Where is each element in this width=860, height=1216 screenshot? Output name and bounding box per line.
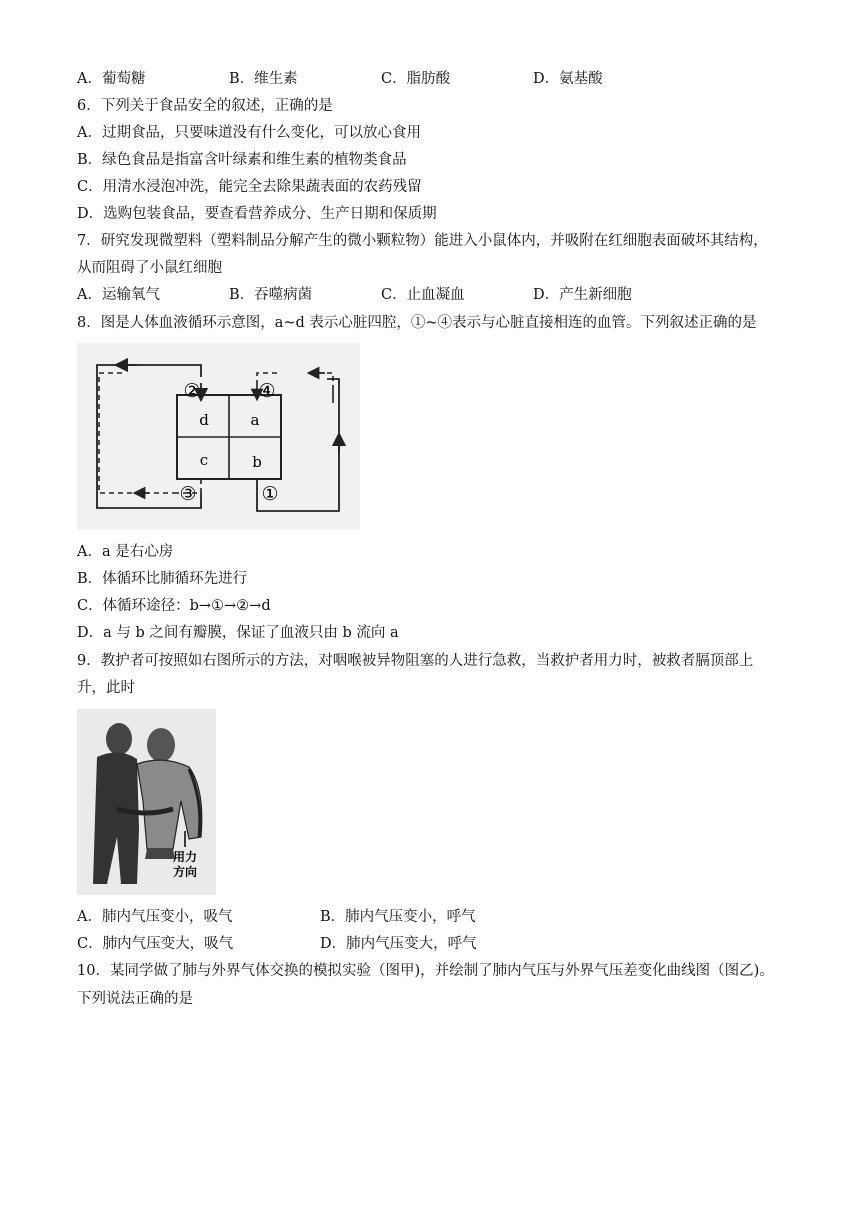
q7-option-b: B．吞噬病菌	[229, 287, 313, 303]
q10-stem-line1: 10．某同学做了肺与外界气体交换的模拟实验（图甲)，并绘制了肺内气压与外界气压差变化曲线图（图乙)。	[77, 963, 774, 979]
q8-option-b: B．体循环比肺循环先进行	[77, 571, 248, 587]
q8-option-d: D．a 与 b 之间有瓣膜，保证了血液只由 b 流向 a	[77, 625, 399, 641]
q7-stem-line1: 7．研究发现微塑料（塑料制品分解产生的微小颗粒物）能进入小鼠体内，并吸附在红细胞表面破坏其结构，	[77, 233, 768, 249]
q7-option-c: C．止血凝血	[381, 287, 465, 303]
q10-stem-line2: 下列说法正确的是	[77, 991, 193, 1007]
force-direction-label-line2: 方向	[172, 865, 198, 879]
q7-option-a: A．运输氧气	[77, 287, 160, 303]
q8-option-a: A．a 是右心房	[77, 544, 174, 560]
chamber-b-label: b	[252, 453, 262, 471]
vessel-1-label: ①	[261, 483, 279, 505]
blood-circulation-diagram	[77, 343, 360, 530]
q9-option-d: D．肺内气压变大，呼气	[320, 936, 477, 952]
q5-option-a: A．葡萄糖	[77, 71, 146, 87]
q7-stem-line2: 从而阻碍了小鼠红细胞	[77, 260, 222, 276]
q6-option-a: A．过期食品，只要味道没有什么变化，可以放心食用	[77, 125, 421, 141]
vessel-3-label: ③	[179, 483, 197, 505]
q6-option-b: B．绿色食品是指富含叶绿素和维生素的植物类食品	[77, 152, 407, 168]
q6-stem: 6．下列关于食品安全的叙述，正确的是	[77, 98, 333, 114]
vessel-2-label: ②	[183, 380, 201, 402]
q7-option-d: D．产生新细胞	[533, 287, 632, 303]
heimlich-maneuver-illustration	[77, 709, 216, 895]
q5-option-d: D．氨基酸	[533, 71, 603, 87]
q8-option-c: C．体循环途径：b→①→②→d	[77, 598, 271, 614]
chamber-c-label: c	[199, 451, 209, 469]
q9-stem-line2: 升，此时	[77, 680, 135, 696]
q9-option-c: C．肺内气压变大，吸气	[77, 936, 234, 952]
q8-stem: 8．图是人体血液循环示意图，a~d 表示心脏四腔，①~④表示与心脏直接相连的血管。下列叙述正确的是	[77, 315, 757, 331]
q6-option-d: D．选购包装食品，要查看营养成分、生产日期和保质期	[77, 206, 437, 222]
q9-option-a: A．肺内气压变小，吸气	[77, 909, 233, 925]
vessel-4-label: ④	[258, 380, 276, 402]
chamber-a-label: a	[250, 411, 260, 429]
q5-option-b: B．维生素	[229, 71, 298, 87]
q9-stem-line1: 9．教护者可按照如右图所示的方法，对咽喉被异物阻塞的人进行急救，当救护者用力时，被救者膈顶部上	[77, 653, 754, 669]
q9-option-b: B．肺内气压变小，呼气	[320, 909, 476, 925]
force-direction-label-line1: 用力	[172, 850, 198, 864]
chamber-d-label: d	[199, 411, 209, 429]
q5-option-c: C．脂肪酸	[381, 71, 451, 87]
q6-option-c: C．用清水浸泡冲洗，能完全去除果蔬表面的农药残留	[77, 179, 422, 195]
